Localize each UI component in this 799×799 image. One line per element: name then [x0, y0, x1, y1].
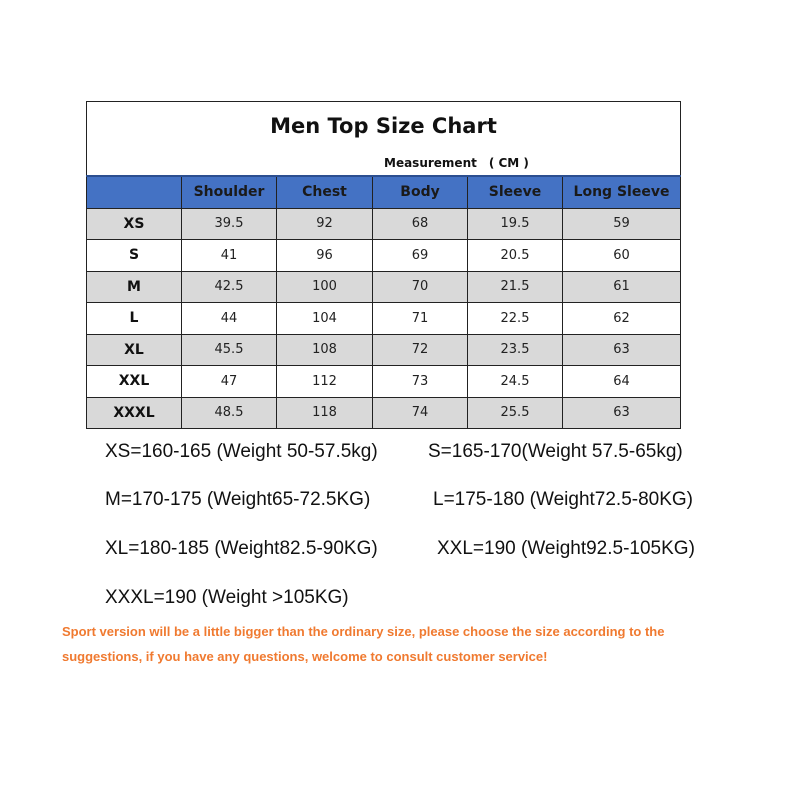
measurement-cell: 48.5	[182, 397, 277, 429]
measurement-cell: 63	[563, 397, 681, 429]
measurement-cell: 69	[373, 240, 468, 272]
size-guide-xl: XL=180-185 (Weight82.5-90KG)	[105, 538, 378, 559]
size-guide-m: M=170-175 (Weight65-72.5KG)	[105, 489, 371, 510]
measurement-cell: 24.5	[468, 366, 563, 398]
measurement-cell: 70	[373, 271, 468, 303]
measurement-cell: 73	[373, 366, 468, 398]
measurement-cell: 19.5	[468, 208, 563, 240]
size-label: XXL	[87, 366, 182, 398]
size-label: L	[87, 303, 182, 335]
size-label: M	[87, 271, 182, 303]
table-row	[87, 397, 681, 429]
note-line-1: Sport version will be a little bigger than the ordinary size, please choose the size according to the	[62, 624, 665, 639]
size-label: XL	[87, 334, 182, 366]
measurement-cell: 112	[277, 366, 373, 398]
unit-label: Measurement ( CM )	[384, 156, 529, 170]
column-header: Chest	[277, 176, 373, 208]
measurement-cell: 59	[563, 208, 681, 240]
size-guide-xxxl: XXXL=190 (Weight >105KG)	[105, 587, 349, 608]
measurement-cell: 23.5	[468, 334, 563, 366]
measurement-cell: 39.5	[182, 208, 277, 240]
measurement-cell: 100	[277, 271, 373, 303]
measurement-cell: 96	[277, 240, 373, 272]
measurement-cell: 44	[182, 303, 277, 335]
measurement-cell: 62	[563, 303, 681, 335]
size-label: XXXL	[87, 397, 182, 429]
table-row	[87, 271, 681, 303]
measurement-cell: 60	[563, 240, 681, 272]
measurement-cell: 64	[563, 366, 681, 398]
measurement-cell: 63	[563, 334, 681, 366]
column-header: Long Sleeve	[563, 176, 681, 208]
measurement-cell: 92	[277, 208, 373, 240]
measurement-cell: 61	[563, 271, 681, 303]
measurement-cell: 74	[373, 397, 468, 429]
size-guide-l: L=175-180 (Weight72.5-80KG)	[433, 489, 694, 510]
measurement-cell: 21.5	[468, 271, 563, 303]
measurement-cell: 104	[277, 303, 373, 335]
measurement-cell: 22.5	[468, 303, 563, 335]
measurement-cell: 118	[277, 397, 373, 429]
measurement-cell: 45.5	[182, 334, 277, 366]
header-row	[87, 176, 681, 208]
measurement-cell: 68	[373, 208, 468, 240]
measurement-cell: 25.5	[468, 397, 563, 429]
table-row	[87, 366, 681, 398]
measurement-cell: 72	[373, 334, 468, 366]
size-label: S	[87, 240, 182, 272]
measurement-cell: 108	[277, 334, 373, 366]
measurement-cell: 20.5	[468, 240, 563, 272]
measurement-cell: 42.5	[182, 271, 277, 303]
column-header: Body	[373, 176, 468, 208]
table-row	[87, 208, 681, 240]
size-guide-s: S=165-170(Weight 57.5-65kg)	[428, 441, 683, 462]
measurement-cell: 41	[182, 240, 277, 272]
column-header: Sleeve	[468, 176, 563, 208]
note-line-2: suggestions, if you have any questions, welcome to consult customer service!	[62, 649, 548, 664]
column-header	[87, 176, 182, 208]
table-row	[87, 303, 681, 335]
table-row	[87, 240, 681, 272]
table-row	[87, 334, 681, 366]
column-header: Shoulder	[182, 176, 277, 208]
chart-title: Men Top Size Chart	[270, 114, 497, 138]
measurement-cell: 47	[182, 366, 277, 398]
size-chart	[86, 101, 681, 427]
size-guide-xxl: XXL=190 (Weight92.5-105KG)	[437, 538, 695, 559]
size-label: XS	[87, 208, 182, 240]
size-table	[86, 175, 681, 429]
measurement-cell: 71	[373, 303, 468, 335]
size-guide-xs: XS=160-165 (Weight 50-57.5kg)	[105, 441, 378, 462]
